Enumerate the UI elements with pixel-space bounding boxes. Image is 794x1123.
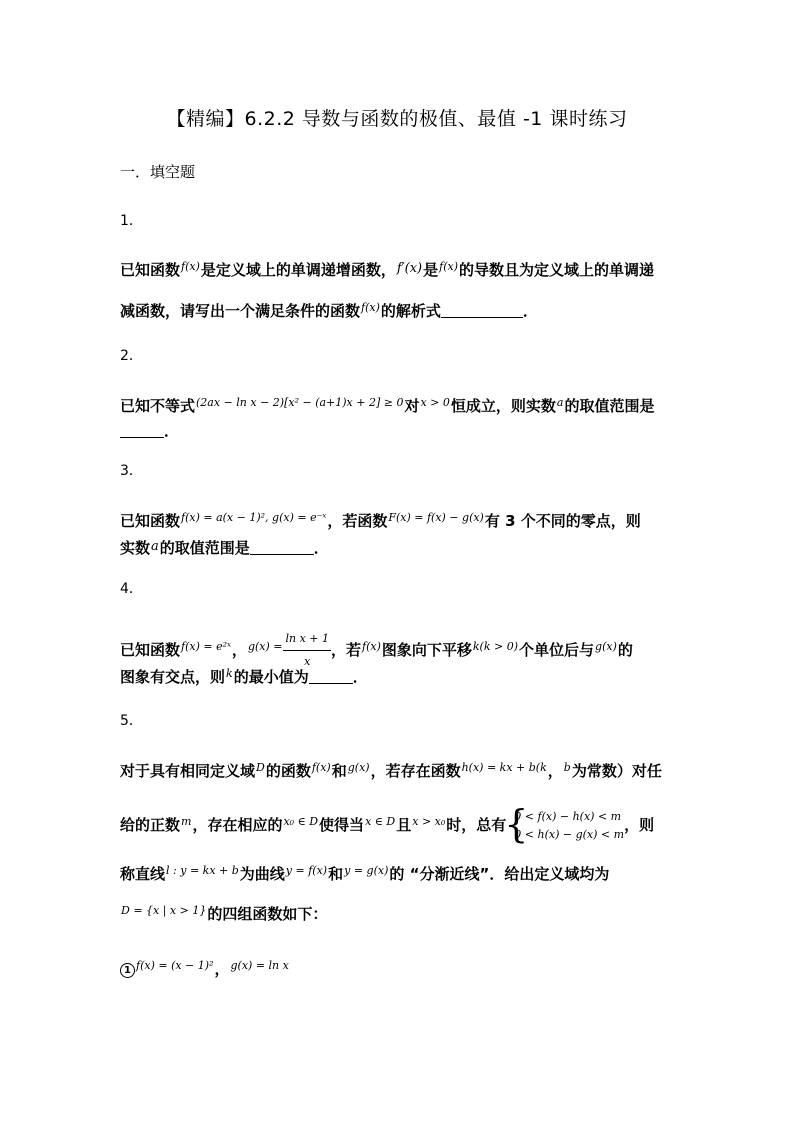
math-expr: f(x) xyxy=(439,260,459,273)
text: 且 xyxy=(396,816,412,834)
math-expr: b xyxy=(563,761,571,774)
text: ，存在相应的 xyxy=(192,816,283,834)
text: 图象向下平移 xyxy=(381,641,472,659)
text: ，若 xyxy=(331,641,362,659)
text: 实数 xyxy=(120,539,151,557)
math-expr: k(k > 0) xyxy=(472,640,519,653)
case-line-1: { 0 < f(x) − h(x) < m xyxy=(514,809,622,823)
text: ， xyxy=(547,762,563,780)
math-expr: f(x) = (x − 1)² xyxy=(136,959,214,972)
page-title: 【精编】6.2.2 导数与函数的极值、最值 -1 课时练习 xyxy=(166,108,628,130)
math-expr: a xyxy=(556,396,564,409)
answer-blank[interactable] xyxy=(309,669,353,684)
math-expr: f′(x) xyxy=(396,261,423,276)
math-expr: a xyxy=(151,539,159,554)
text: 对于具有相同定义域 xyxy=(120,762,256,780)
text: 的导数且为定义域上的单调递 xyxy=(459,261,655,279)
math-expr: y = f(x) xyxy=(285,864,328,877)
math-expr: m xyxy=(181,815,192,828)
math-expr: k xyxy=(226,667,233,680)
math-expr: D xyxy=(256,761,265,774)
question-3-line-2 xyxy=(120,536,680,559)
text: 有 3 个不同的零点，则 xyxy=(484,512,641,530)
text: 和 xyxy=(331,762,347,780)
question-5-line-2 xyxy=(120,802,680,845)
text: 给的正数 xyxy=(120,816,181,834)
math-expr: x₀ ∈ D xyxy=(283,815,319,828)
math-expr: g(x) = ln x xyxy=(230,959,289,972)
text: 是 xyxy=(423,261,439,279)
question-5-line-4 xyxy=(120,900,680,925)
question-1-line-1 xyxy=(120,256,680,281)
math-expr: g(x) xyxy=(347,761,370,774)
text: 减函数，请写出一个满足条件的函数 xyxy=(120,302,361,320)
math-expr: f(x) xyxy=(361,301,380,314)
text: 为曲线 xyxy=(239,865,285,883)
text: 的最小值为 xyxy=(233,668,309,686)
circled-number-1: 1 xyxy=(120,963,135,978)
math-expr: x > 0 xyxy=(420,396,450,409)
answer-blank[interactable] xyxy=(120,423,164,438)
text: 使得当 xyxy=(319,816,365,834)
text: 图象有交点，则 xyxy=(120,668,226,686)
text: ． xyxy=(313,539,329,557)
text: 的四组函数如下： xyxy=(207,905,328,923)
text: ． xyxy=(352,668,368,686)
case-line-2: 0 < h(x) − g(x) < m xyxy=(514,827,625,841)
math-expr: g(x) xyxy=(595,640,617,653)
math-expr: f(x) xyxy=(311,761,331,774)
math-expr: F(x) = f(x) − g(x) xyxy=(388,511,484,524)
text: ，若存在函数 xyxy=(370,762,461,780)
text: 的解析式 xyxy=(380,302,441,320)
text: 的 “分渐近线”．给出定义域均为 xyxy=(389,865,610,883)
text: 已知函数 xyxy=(120,261,181,279)
math-expr: g(x) = xyxy=(247,640,283,653)
math-expr: (2ax − ln x − 2)[x² − (a+1)x + 2] ≥ 0 xyxy=(196,396,404,409)
question-4-number: 4． xyxy=(120,581,143,597)
text: 为常数）对任 xyxy=(571,762,662,780)
text: ， xyxy=(214,960,230,978)
text: 对 xyxy=(404,397,420,415)
text: 已知函数 xyxy=(120,512,181,530)
math-expr: x ∈ D xyxy=(365,815,396,828)
answer-blank[interactable] xyxy=(250,540,314,555)
question-5-number: 5． xyxy=(120,713,143,729)
text: ， xyxy=(231,641,247,659)
math-expr: D = {x | x > 1} xyxy=(121,904,207,917)
question-5-item-1 xyxy=(120,955,680,980)
question-5-line-1 xyxy=(120,757,680,782)
question-1-line-2 xyxy=(120,297,680,322)
text: ． xyxy=(522,302,538,320)
math-expr: x > x₀ xyxy=(412,815,446,828)
fraction-denominator: x xyxy=(304,655,311,668)
text: 是定义域上的单调递增函数， xyxy=(200,261,396,279)
section-heading: 一．填空题 xyxy=(120,163,196,181)
answer-blank[interactable] xyxy=(441,303,523,318)
question-2-line-2 xyxy=(120,420,680,442)
question-5-line-3 xyxy=(120,860,680,885)
text: 和 xyxy=(328,865,344,883)
question-3-line-1 xyxy=(120,507,680,532)
text: ，若函数 xyxy=(327,512,388,530)
fraction-numerator: ln x + 1 xyxy=(283,628,331,651)
text: 的取值范围是 xyxy=(564,397,655,415)
text: 已知函数 xyxy=(120,641,181,659)
text: ． xyxy=(164,422,180,440)
math-expr: h(x) = kx + b(k xyxy=(461,761,547,774)
text: 已知不等式 xyxy=(120,397,196,415)
math-expr: l : y = kx + b xyxy=(166,864,239,877)
math-expr: f(x) xyxy=(181,260,200,273)
text: ，则 xyxy=(624,816,655,834)
math-expr: y = g(x) xyxy=(344,864,389,877)
text: 个单位后与 xyxy=(519,641,595,659)
question-2-number: 2． xyxy=(120,348,143,364)
text: 时，总有 xyxy=(446,816,507,834)
math-expr: f(x) = a(x − 1)², g(x) = e⁻ˣ xyxy=(181,511,327,524)
text: 的 xyxy=(617,641,633,659)
question-1-number: 1． xyxy=(120,213,143,229)
text: 的取值范围是 xyxy=(159,539,250,557)
math-expr: f(x) = e²ˣ xyxy=(181,640,231,653)
question-3-number: 3． xyxy=(120,463,143,479)
text: 称直线 xyxy=(120,865,166,883)
case-system xyxy=(506,808,624,844)
text: 恒成立，则实数 xyxy=(450,397,556,415)
question-2-line-1 xyxy=(120,392,680,417)
question-4-line-2 xyxy=(120,663,680,688)
math-expr: f(x) xyxy=(362,640,381,653)
text: 的函数 xyxy=(265,762,311,780)
